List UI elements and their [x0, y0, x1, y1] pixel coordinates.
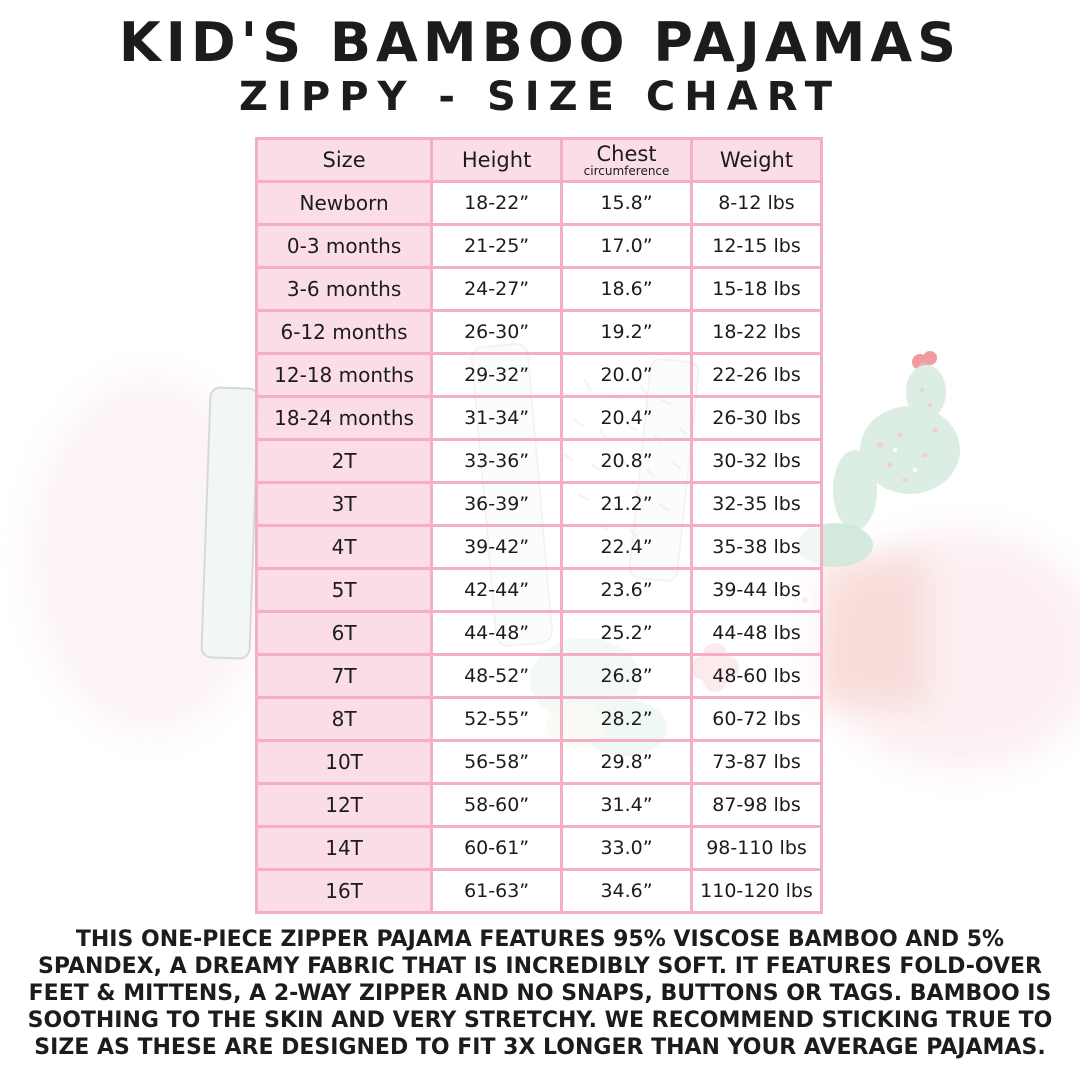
weight-cell: 87-98 lbs — [692, 784, 822, 827]
size-cell: 6T — [257, 612, 432, 655]
chest-cell: 31.4” — [562, 784, 692, 827]
chest-cell: 21.2” — [562, 483, 692, 526]
size-cell: 14T — [257, 827, 432, 870]
table-row — [257, 741, 822, 784]
table-row — [257, 225, 822, 268]
column-header-chest — [562, 139, 692, 182]
height-cell: 39-42” — [432, 526, 562, 569]
weight-cell: 73-87 lbs — [692, 741, 822, 784]
height-cell: 24-27” — [432, 268, 562, 311]
chest-cell: 28.2” — [562, 698, 692, 741]
column-header-height: Height — [432, 139, 562, 182]
table-row — [257, 440, 822, 483]
chest-cell: 22.4” — [562, 526, 692, 569]
table-row — [257, 483, 822, 526]
product-description: THIS ONE-PIECE ZIPPER PAJAMA FEATURES 95% VISCOSE BAMBOO AND 5% SPANDEX, A DREAMY FABRIC THAT IS INCREDIBLY SOFT. IT FEATURES FOLD-OVER FEET & MITTENS, A 2-WAY ZIPPER AND NO SNAPS, BUTTONS OR TAGS. BAMBOO IS SOOTHING TO THE SKIN AND VERY STRETCHY. WE RECOMMEND STICKING TRUE TO SIZE AS THESE ARE DESIGNED TO FIT 3X LONGER THAN YOUR AVERAGE PAJAMAS. — [27, 927, 1053, 1060]
chest-cell: 20.0” — [562, 354, 692, 397]
height-cell: 44-48” — [432, 612, 562, 655]
weight-cell: 26-30 lbs — [692, 397, 822, 440]
chest-cell: 19.2” — [562, 311, 692, 354]
size-cell: 7T — [257, 655, 432, 698]
chest-cell: 29.8” — [562, 741, 692, 784]
size-cell: Newborn — [257, 182, 432, 225]
size-cell: 0-3 months — [257, 225, 432, 268]
page-subtitle: ZIPPY - SIZE CHART — [239, 74, 841, 120]
size-cell: 6-12 months — [257, 311, 432, 354]
weight-cell: 39-44 lbs — [692, 569, 822, 612]
table-row — [257, 182, 822, 225]
weight-cell: 44-48 lbs — [692, 612, 822, 655]
column-header-size: Size — [257, 139, 432, 182]
height-cell: 48-52” — [432, 655, 562, 698]
size-cell: 5T — [257, 569, 432, 612]
weight-cell: 15-18 lbs — [692, 268, 822, 311]
chest-cell: 15.8” — [562, 182, 692, 225]
height-cell: 31-34” — [432, 397, 562, 440]
chest-cell: 25.2” — [562, 612, 692, 655]
table-row — [257, 827, 822, 870]
height-cell: 42-44” — [432, 569, 562, 612]
size-cell: 3-6 months — [257, 268, 432, 311]
column-header-chest-label: Chest — [596, 142, 657, 166]
size-table-body — [257, 182, 822, 913]
size-cell: 3T — [257, 483, 432, 526]
height-cell: 56-58” — [432, 741, 562, 784]
chest-cell: 20.8” — [562, 440, 692, 483]
table-row — [257, 655, 822, 698]
size-cell: 8T — [257, 698, 432, 741]
weight-cell: 60-72 lbs — [692, 698, 822, 741]
table-row — [257, 268, 822, 311]
weight-cell: 12-15 lbs — [692, 225, 822, 268]
size-cell: 16T — [257, 870, 432, 913]
chest-cell: 34.6” — [562, 870, 692, 913]
height-cell: 33-36” — [432, 440, 562, 483]
size-cell: 2T — [257, 440, 432, 483]
size-cell: 12-18 months — [257, 354, 432, 397]
header-row — [257, 139, 822, 182]
chest-cell: 18.6” — [562, 268, 692, 311]
size-chart-table — [255, 137, 823, 914]
weight-cell: 22-26 lbs — [692, 354, 822, 397]
table-row — [257, 397, 822, 440]
weight-cell: 30-32 lbs — [692, 440, 822, 483]
chest-cell: 26.8” — [562, 655, 692, 698]
weight-cell: 98-110 lbs — [692, 827, 822, 870]
height-cell: 21-25” — [432, 225, 562, 268]
page-title: KID'S BAMBOO PAJAMAS — [118, 11, 962, 74]
chest-cell: 17.0” — [562, 225, 692, 268]
height-cell: 26-30” — [432, 311, 562, 354]
chest-cell: 23.6” — [562, 569, 692, 612]
column-header-weight: Weight — [692, 139, 822, 182]
table-row — [257, 569, 822, 612]
coral-wash-patch — [812, 556, 927, 706]
height-cell: 61-63” — [432, 870, 562, 913]
table-row — [257, 311, 822, 354]
chest-cell: 20.4” — [562, 397, 692, 440]
height-cell: 18-22” — [432, 182, 562, 225]
table-row — [257, 354, 822, 397]
table-row — [257, 784, 822, 827]
table-row — [257, 526, 822, 569]
weight-cell: 35-38 lbs — [692, 526, 822, 569]
weight-cell: 18-22 lbs — [692, 311, 822, 354]
height-cell: 29-32” — [432, 354, 562, 397]
header — [0, 12, 1080, 120]
table-row — [257, 698, 822, 741]
table-row — [257, 612, 822, 655]
height-cell: 58-60” — [432, 784, 562, 827]
column-header-chest-sublabel: circumference — [583, 164, 670, 178]
table-row — [257, 870, 822, 913]
height-cell: 60-61” — [432, 827, 562, 870]
weight-cell: 48-60 lbs — [692, 655, 822, 698]
size-cell: 10T — [257, 741, 432, 784]
chest-cell: 33.0” — [562, 827, 692, 870]
height-cell: 52-55” — [432, 698, 562, 741]
weight-cell: 110-120 lbs — [692, 870, 822, 913]
height-cell: 36-39” — [432, 483, 562, 526]
weight-cell: 32-35 lbs — [692, 483, 822, 526]
size-cell: 18-24 months — [257, 397, 432, 440]
size-cell: 12T — [257, 784, 432, 827]
cactus-icon — [833, 351, 960, 530]
size-cell: 4T — [257, 526, 432, 569]
weight-cell: 8-12 lbs — [692, 182, 822, 225]
